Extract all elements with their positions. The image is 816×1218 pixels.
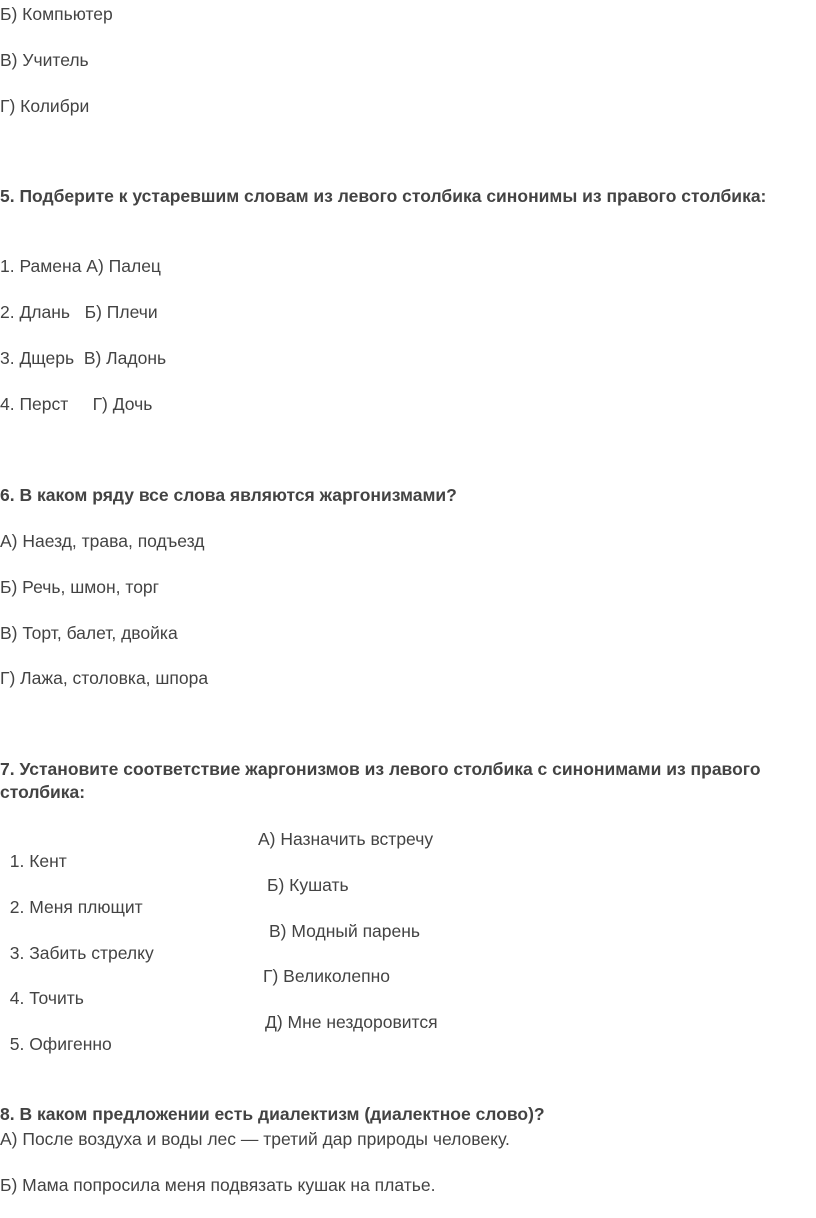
question-6: 6. В каком ряду все слова являются жаргонизмами? bbox=[0, 485, 457, 505]
q7-row-1-right: А) Назначить встречу bbox=[258, 829, 434, 849]
q8-option-a: А) После воздуха и воды лес — третий дар природы человеку. bbox=[0, 1129, 510, 1149]
q7-row-2-right: Б) Кушать bbox=[267, 875, 349, 895]
q7-row-4-right: Г) Великолепно bbox=[263, 966, 390, 986]
q7-row-1-left: 1. Кент bbox=[9, 851, 67, 871]
q6-option-a: А) Наезд, трава, подъезд bbox=[0, 531, 205, 551]
q7-row-4-left: 4. Точить bbox=[9, 988, 84, 1008]
question-7: 7. Установите соответствие жаргонизмов из левого столбика с синонимами из правого столбика: bbox=[0, 759, 761, 802]
q7-row-5-left: 5. Офигенно bbox=[9, 1034, 112, 1054]
question-5: 5. Подберите к устаревшим словам из левого столбика синонимы из правого столбика: bbox=[0, 186, 767, 206]
q8-option-b: Б) Мама попросила меня подвязать кушак на платье. bbox=[0, 1175, 436, 1195]
q7-row-1 bbox=[0, 828, 816, 871]
q7-row-5 bbox=[0, 1011, 816, 1054]
q6-option-g: Г) Лажа, столовка, шпора bbox=[0, 668, 209, 688]
q7-row-3-right: В) Модный парень bbox=[269, 921, 421, 941]
q6-option-v: В) Торт, балет, двойка bbox=[0, 623, 178, 643]
q5-row-2: 2. Длань Б) Плечи bbox=[0, 302, 158, 322]
q5-row-1: 1. Рамена А) Палец bbox=[0, 256, 161, 276]
option-g-hummingbird: Г) Колибри bbox=[0, 96, 90, 116]
option-v-teacher: В) Учитель bbox=[0, 50, 89, 70]
option-b-computer: Б) Компьютер bbox=[0, 4, 113, 24]
q5-row-4: 4. Перст Г) Дочь bbox=[0, 394, 153, 414]
q7-row-2-left: 2. Меня плющит bbox=[9, 897, 143, 917]
question-8: 8. В каком предложении есть диалектизм (диалектное слово)? bbox=[0, 1104, 545, 1124]
q7-row-3-left: 3. Забить стрелку bbox=[9, 943, 154, 963]
q7-row-4 bbox=[0, 965, 816, 1008]
q5-row-3: 3. Дщерь В) Ладонь bbox=[0, 348, 167, 368]
q7-row-3 bbox=[0, 920, 816, 963]
q6-option-b: Б) Речь, шмон, торг bbox=[0, 577, 160, 597]
q7-row-5-right: Д) Мне нездоровится bbox=[265, 1012, 438, 1032]
q7-row-2 bbox=[0, 874, 816, 917]
